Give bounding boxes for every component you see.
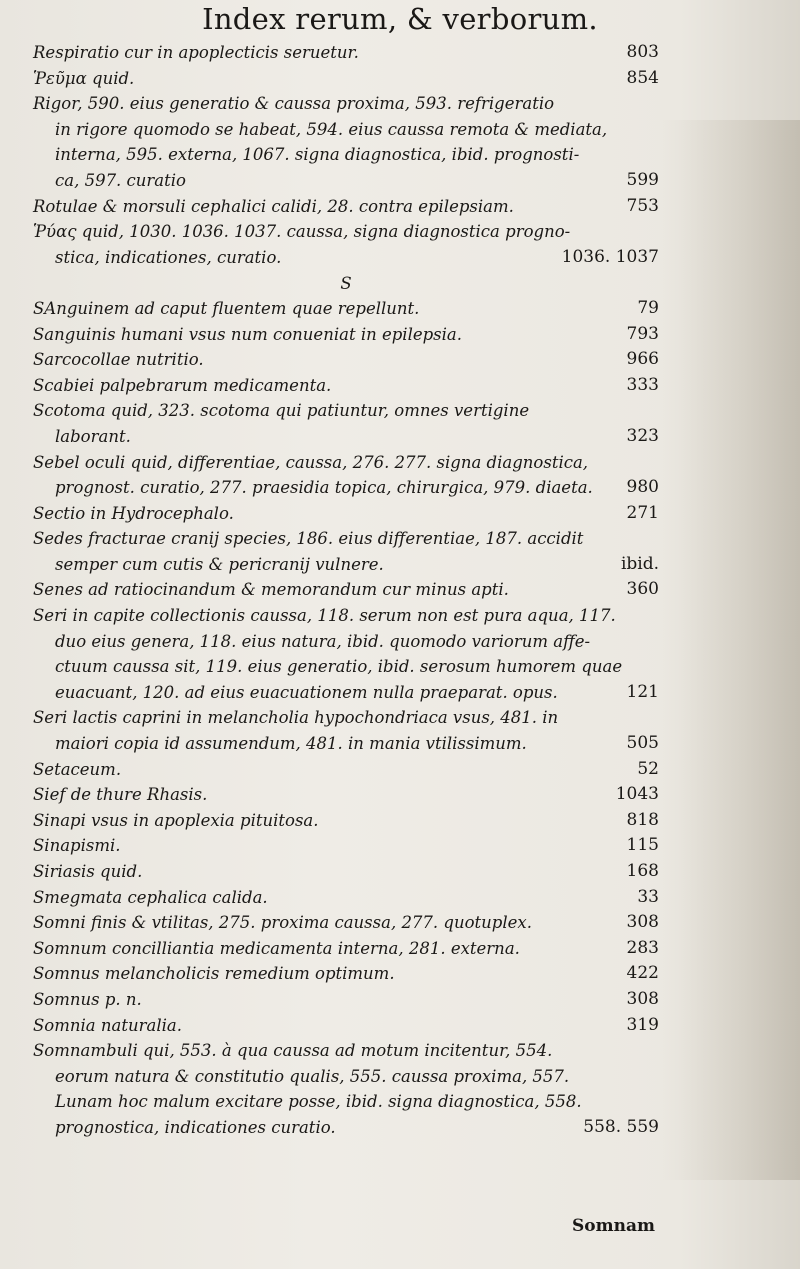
index-entry-continuation bbox=[33, 142, 659, 168]
page-reference: 168 bbox=[626, 861, 659, 881]
page-stain bbox=[660, 120, 800, 1180]
index-entry-continuation bbox=[33, 731, 659, 757]
page-reference: 854 bbox=[626, 67, 659, 88]
entry-text: Respiratio cur in apoplecticis seruetur. bbox=[33, 43, 359, 62]
entry-text: Scabiei palpebrarum medicamenta. bbox=[33, 375, 332, 395]
index-entry-continuation bbox=[33, 117, 659, 143]
page-reference: 271 bbox=[626, 502, 659, 523]
entry-text: ctuum caussa sit, 119. eius generatio, ibid. serosum humorem quae bbox=[55, 657, 623, 677]
entry-text: duo eius genera, 118. eius natura, ibid. quomodo variorum affe- bbox=[55, 631, 591, 651]
index-entry bbox=[33, 961, 659, 987]
entry-text: Sinapi vsus in apoplexia pituitosa. bbox=[33, 810, 319, 830]
index-entry-continuation bbox=[33, 424, 659, 450]
index-entry bbox=[33, 296, 659, 322]
entry-text: stica, indicationes, curatio. bbox=[55, 247, 282, 267]
page-reference: 966 bbox=[626, 349, 659, 370]
index-entry bbox=[33, 910, 659, 936]
index-entry bbox=[33, 603, 659, 629]
entry-text: Ῥεῦμα quid. bbox=[33, 68, 135, 88]
entry-text: Somnus melancholicis remedium optimum. bbox=[33, 964, 395, 984]
page-reference: 793 bbox=[626, 323, 659, 344]
index-entry bbox=[33, 398, 659, 424]
index-entry-continuation bbox=[33, 1115, 659, 1141]
index-entry-continuation bbox=[33, 168, 659, 194]
entry-text: Sedes fracturae cranij species, 186. eius differentiae, 187. accidit bbox=[33, 529, 584, 549]
index-entry-continuation bbox=[33, 629, 659, 655]
index-entry bbox=[33, 987, 659, 1013]
page-reference: 753 bbox=[626, 195, 659, 216]
index-entry bbox=[33, 1038, 659, 1064]
page-reference: 980 bbox=[626, 477, 659, 498]
index-entry-continuation bbox=[33, 552, 659, 578]
index-entry-continuation bbox=[33, 1064, 659, 1090]
page-reference: 79 bbox=[637, 297, 659, 318]
entry-text: prognost. curatio, 277. praesidia topica, chirurgica, 979. diaeta. bbox=[55, 478, 593, 498]
index-entry bbox=[33, 705, 659, 731]
page-reference: 1036. 1037 bbox=[561, 246, 659, 267]
entry-text: S bbox=[340, 274, 352, 294]
entry-text: in rigore quomodo se habeat, 594. eius caussa remota & mediata, bbox=[55, 119, 608, 139]
page-reference: 121 bbox=[626, 681, 659, 702]
entry-text: euacuant, 120. ad eius euacuationem nulla praeparat. opus. bbox=[55, 682, 558, 702]
index-entry bbox=[33, 66, 659, 92]
page-reference: 599 bbox=[626, 169, 659, 190]
index-entry bbox=[33, 219, 659, 245]
page-reference: ibid. bbox=[620, 553, 659, 574]
entry-text: Rigor, 590. eius generatio & caussa proxima, 593. refrigeratio bbox=[33, 94, 555, 114]
page-reference: 1043 bbox=[615, 784, 659, 805]
entry-text: Lunam hoc malum excitare posse, ibid. signa diagnostica, 558. bbox=[55, 1092, 582, 1112]
page-reference: 52 bbox=[637, 758, 659, 779]
entry-text: Senes ad ratiocinandum & memorandum cur minus apti. bbox=[33, 580, 509, 600]
entry-text: Sinapismi. bbox=[33, 836, 121, 856]
page-reference: 360 bbox=[626, 579, 659, 600]
page-reference: 333 bbox=[626, 374, 659, 395]
page-reference: 505 bbox=[626, 733, 659, 754]
page-reference: 818 bbox=[626, 809, 659, 830]
entry-text: Smegmata cephalica calida. bbox=[33, 887, 268, 907]
catchword: Somnam bbox=[572, 1216, 655, 1236]
index-entry bbox=[33, 322, 659, 348]
page-reference: 323 bbox=[626, 425, 659, 446]
entry-text: maiori copia id assumendum, 481. in mania vtilissimum. bbox=[55, 734, 527, 754]
page-reference: 558. 559 bbox=[583, 1116, 659, 1137]
entry-text: prognostica, indicationes curatio. bbox=[55, 1117, 336, 1137]
index-entry bbox=[33, 885, 659, 911]
index-entry bbox=[33, 526, 659, 552]
page-reference: 803 bbox=[626, 42, 659, 62]
index-entry bbox=[33, 501, 659, 527]
entry-text: semper cum cutis & pericranij vulnere. bbox=[55, 554, 384, 574]
entry-text: Somni finis & vtilitas, 275. proxima caussa, 277. quotuplex. bbox=[33, 913, 532, 933]
index-entry bbox=[33, 373, 659, 399]
entry-text: Setaceum. bbox=[33, 759, 122, 779]
entry-text: Seri lactis caprini in melancholia hypochondriaca vsus, 481. in bbox=[33, 708, 559, 728]
entry-text: Siriasis quid. bbox=[33, 862, 143, 881]
page-header: Index rerum, & verborum. bbox=[202, 2, 598, 36]
index-entry bbox=[33, 1013, 659, 1039]
entry-text: Sebel oculi quid, differentiae, caussa, 276. 277. signa diagnostica, bbox=[33, 452, 589, 472]
entry-text: Somnambuli qui, 553. à qua caussa ad motum incitentur, 554. bbox=[33, 1041, 553, 1061]
entry-text: Scotoma quid, 323. scotoma qui patiuntur, omnes vertigine bbox=[33, 401, 530, 421]
index-entry bbox=[33, 808, 659, 834]
index-entry bbox=[33, 40, 659, 66]
entry-text: Sief de thure Rhasis. bbox=[33, 785, 208, 805]
index-entry-continuation bbox=[33, 1089, 659, 1115]
index-entry-continuation bbox=[33, 654, 659, 680]
entry-text: eorum natura & constitutio qualis, 555. caussa proxima, 557. bbox=[55, 1066, 570, 1086]
page-reference: 308 bbox=[626, 912, 659, 933]
index-entry bbox=[33, 936, 659, 962]
entry-text: Somnum concilliantia medicamenta interna, 281. externa. bbox=[33, 938, 520, 958]
entry-text: interna, 595. externa, 1067. signa diagnostica, ibid. prognosti- bbox=[55, 145, 580, 165]
index-entry-continuation bbox=[33, 680, 659, 706]
page-reference: 115 bbox=[626, 835, 659, 856]
index-entry bbox=[33, 194, 659, 220]
index-entries bbox=[33, 40, 659, 1141]
index-entry bbox=[33, 757, 659, 783]
entry-text: Seri in capite collectionis caussa, 118. serum non est pura aqua, 117. bbox=[33, 606, 616, 626]
entry-text: laborant. bbox=[55, 426, 131, 446]
index-entry bbox=[33, 577, 659, 603]
entry-text: Somnus p. n. bbox=[33, 989, 142, 1009]
page-reference: 422 bbox=[626, 963, 659, 984]
index-entry bbox=[33, 833, 659, 859]
index-entry-continuation bbox=[33, 475, 659, 501]
index-entry bbox=[33, 347, 659, 373]
entry-text: Rotulae & morsuli cephalici calidi, 28. contra epilepsiam. bbox=[33, 196, 514, 216]
index-entry-continuation bbox=[33, 245, 659, 271]
page-reference: 33 bbox=[637, 886, 659, 907]
entry-text: Somnia naturalia. bbox=[33, 1015, 182, 1035]
index-entry bbox=[33, 450, 659, 476]
entry-text: Ῥύας quid, 1030. 1036. 1037. caussa, signa diagnostica progno- bbox=[33, 222, 571, 242]
section-letter bbox=[33, 270, 659, 296]
page-reference: 308 bbox=[626, 988, 659, 1009]
index-entry bbox=[33, 91, 659, 117]
index-entry bbox=[33, 859, 659, 885]
entry-text: SAnguinem ad caput fluentem quae repellunt. bbox=[33, 298, 420, 318]
entry-text: Sanguinis humani vsus num conueniat in epilepsia. bbox=[33, 324, 462, 344]
page-reference: 283 bbox=[626, 937, 659, 958]
entry-text: ca, 597. curatio bbox=[55, 170, 186, 190]
index-entry bbox=[33, 782, 659, 808]
entry-text: Sectio in Hydrocephalo. bbox=[33, 503, 234, 523]
entry-text: Sarcocollae nutritio. bbox=[33, 350, 204, 370]
page-reference: 319 bbox=[626, 1014, 659, 1035]
